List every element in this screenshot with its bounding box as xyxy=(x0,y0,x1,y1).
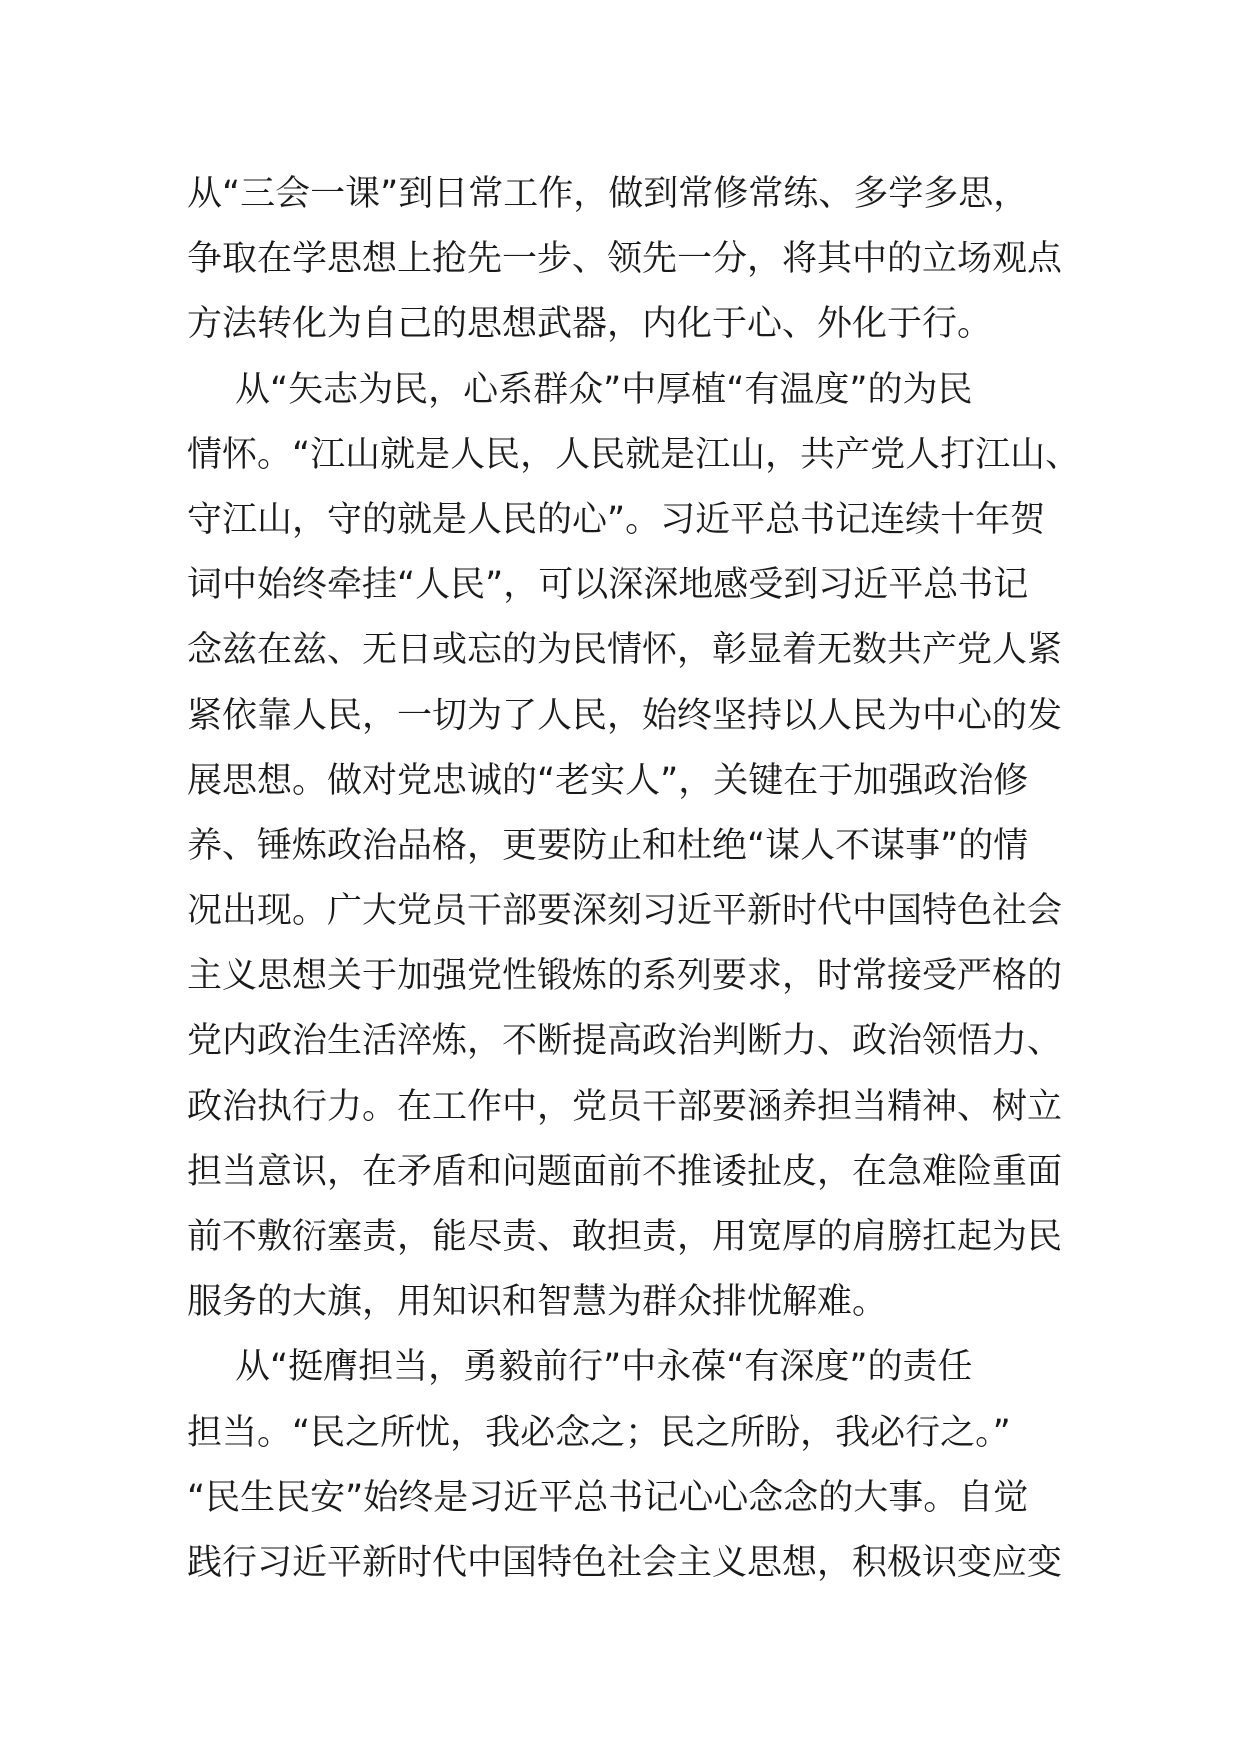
text-line: 养、锤炼政治品格，更要防止和杜绝“谋人不谋事”的情 xyxy=(187,825,1029,866)
text-line: 前不敷衍塞责，能尽责、敢担责，用宽厚的肩膀扛起为民 xyxy=(187,1217,1063,1257)
text-line: 方法转化为自己的思想武器，内化于心、外化于行。 xyxy=(187,304,993,345)
text-line: 情怀。“江山就是人民，人民就是江山，共产党人打江山、 xyxy=(187,434,1081,475)
text-line: 从“矢志为民，心系群众”中厚植“有温度”的为民 xyxy=(235,369,973,410)
text-line: 服务的大旗，用知识和智慧为群众排忧解难。 xyxy=(187,1282,888,1323)
text-line: 践行习近平新时代中国特色社会主义思想，积极识变应变 xyxy=(187,1542,1063,1583)
text-line: 担当意识，在矛盾和问题面前不推诿扯皮，在急难险重面 xyxy=(187,1151,1063,1192)
text-line: 况出现。广大党员干部要深刻习近平新时代中国特色社会 xyxy=(187,891,1063,932)
text-line: 政治执行力。在工作中，党员干部要涵养担当精神、树立 xyxy=(187,1086,1063,1127)
text-line: 词中始终牵挂“人民”，可以深深地感受到习近平总书记 xyxy=(187,565,1029,606)
text-line: 紧依靠人民，一切为了人民，始终坚持以人民为中心的发 xyxy=(187,695,1063,736)
text-line: 从“挺膺担当，勇毅前行”中永葆“有深度”的责任 xyxy=(235,1347,973,1388)
text-line: 守江山，守的就是人民的心”。习近平总书记连续十年贺 xyxy=(187,499,1046,540)
text-line: 担当。“民之所忧，我必念之；民之所盼，我必行之。” xyxy=(187,1412,1011,1453)
text-line: 争取在学思想上抢先一步、领先一分，将其中的立场观点 xyxy=(187,239,1063,280)
text-line: 从“三会一课”到日常工作，做到常修常练、多学多思， xyxy=(187,174,1029,214)
text-line: “民生民安”始终是习近平总书记心心念念的大事。自觉 xyxy=(187,1477,1029,1518)
text-line: 展思想。做对党忠诚的“老实人”，关键在于加强政治修 xyxy=(187,760,1029,801)
text-line: 主义思想关于加强党性锻炼的系列要求，时常接受严格的 xyxy=(187,956,1063,997)
text-line: 党内政治生活淬炼，不断提高政治判断力、政治领悟力、 xyxy=(187,1021,1063,1062)
text-line: 念兹在兹、无日或忘的为民情怀，彰显着无数共产党人紧 xyxy=(187,630,1063,671)
body-text xyxy=(187,162,1081,1596)
